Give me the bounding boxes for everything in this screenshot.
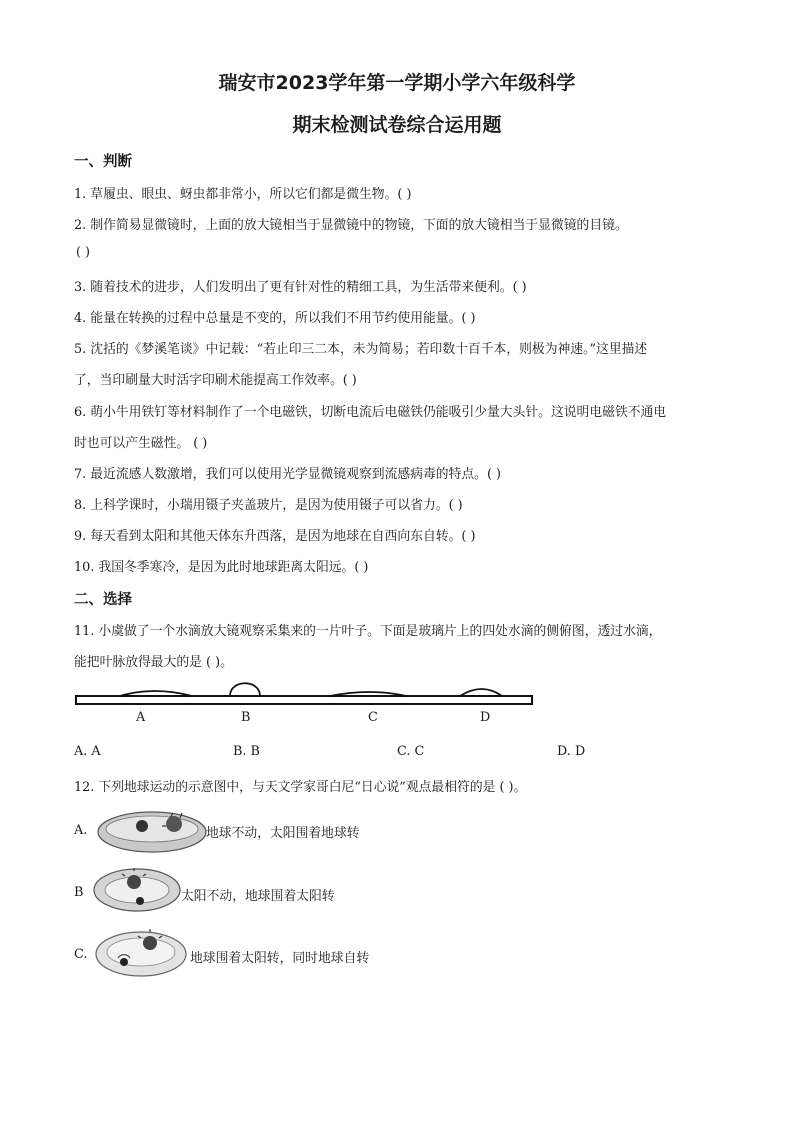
option-d[interactable]: D. D bbox=[557, 744, 586, 759]
section-heading-judgement: 一、判断 bbox=[74, 154, 132, 170]
question-line: 11. 小虞做了一个水滴放大镜观察采集来的一片叶子。下面是玻璃片上的四处水滴的侧俯图，透过水滴， bbox=[74, 624, 662, 639]
exam-title-line1: 瑞安市2023学年第一学期小学六年级科学 bbox=[218, 72, 576, 94]
question-line: 了，当印刷量大时活字印刷术能提高工作效率。( ) bbox=[74, 373, 357, 388]
heliocentric-model-illustration bbox=[92, 866, 182, 914]
option-text-c: 地球围着太阳转，同时地球自转 bbox=[190, 951, 370, 966]
question-line: 7. 最近流感人数激增，我们可以使用光学显微镜观察到流感病毒的特点。( ) bbox=[74, 467, 502, 482]
drop-label-c: C bbox=[368, 710, 378, 725]
water-drop-diagram bbox=[74, 676, 534, 708]
question-line: 8. 上科学课时，小瑞用镊子夹盖玻片，是因为使用镊子可以省力。( ) bbox=[74, 498, 463, 513]
question-line: 4. 能量在转换的过程中总量是不变的，所以我们不用节约使用能量。( ) bbox=[74, 311, 476, 326]
option-letter-b[interactable]: B bbox=[74, 885, 84, 900]
question-line: 5. 沈括的《梦溪笔谈》中记载：“若止印三二本，未为简易；若印数十百千本，则极为神速。”这里描述 bbox=[74, 342, 648, 357]
answer-blank: ( ) bbox=[76, 245, 91, 260]
question-line: 12. 下列地球运动的示意图中，与天文学家哥白尼“日心说”观点最相符的是 ( )。 bbox=[74, 780, 527, 795]
option-text-b: 太阳不动，地球围着太阳转 bbox=[181, 889, 335, 904]
option-letter-c[interactable]: C. bbox=[74, 947, 88, 962]
geocentric-model-illustration bbox=[96, 808, 208, 856]
question-line: 10. 我国冬季寒冷，是因为此时地球距离太阳远。( ) bbox=[74, 560, 369, 575]
question-line: 能把叶脉放得最大的是 ( )。 bbox=[74, 655, 233, 670]
question-line: 1. 草履虫、眼虫、蚜虫都非常小，所以它们都是微生物。( ) bbox=[74, 187, 412, 202]
drop-label-a: A bbox=[136, 710, 146, 725]
option-text-a: 地球不动，太阳围着地球转 bbox=[206, 826, 360, 841]
section-heading-choice: 二、选择 bbox=[74, 592, 132, 608]
question-line: 9. 每天看到太阳和其他天体东升西落，是因为地球在自西向东自转。( ) bbox=[74, 529, 476, 544]
drop-label-d: D bbox=[480, 710, 491, 725]
glass-slide bbox=[76, 696, 532, 704]
option-c[interactable]: C. C bbox=[397, 744, 425, 759]
question-line: 时也可以产生磁性。 ( ) bbox=[74, 436, 208, 451]
option-b[interactable]: B. B bbox=[233, 744, 260, 759]
question-line: 6. 萌小牛用铁钉等材料制作了一个电磁铁，切断电流后电磁铁仍能吸引少量大头针。这说明电磁铁不通电 bbox=[74, 405, 667, 420]
question-line: 3. 随着技术的进步，人们发明出了更有针对性的精细工具，为生活带来便利。( ) bbox=[74, 280, 527, 295]
drop-b bbox=[230, 683, 260, 696]
option-letter-a[interactable]: A. bbox=[74, 823, 88, 838]
earth-orbit-rotation-illustration bbox=[94, 928, 188, 980]
option-a[interactable]: A. A bbox=[74, 744, 101, 759]
drop-d bbox=[460, 689, 502, 696]
exam-title-line2: 期末检测试卷综合运用题 bbox=[292, 114, 502, 136]
question-line: 2. 制作简易显微镜时，上面的放大镜相当于显微镜中的物镜，下面的放大镜相当于显微镜的目镜。 bbox=[74, 218, 628, 233]
drop-label-b: B bbox=[241, 710, 251, 725]
